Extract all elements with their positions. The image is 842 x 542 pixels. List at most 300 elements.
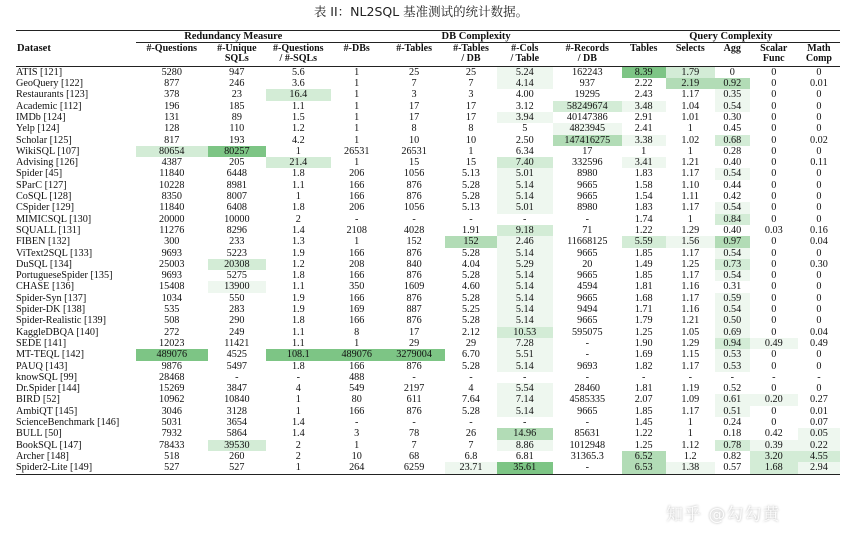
table-cell: 5.28 [462, 292, 480, 304]
table-cell: - [585, 349, 589, 361]
table-cell: 0 [771, 134, 777, 146]
table-cell: 0 [816, 270, 822, 282]
table-cell: 0 [816, 66, 822, 78]
dataset-name-cell: Spider [45] [16, 168, 63, 180]
table-cell: 488 [349, 371, 365, 383]
table-cell: 4.2 [291, 134, 305, 146]
table-cell: 1609 [403, 281, 425, 293]
watermark: 知乎 @勾勾黄 [666, 505, 781, 525]
table-cell: 1.56 [666, 236, 715, 247]
table-cell: 1.8 [291, 270, 305, 282]
table-cell: 1.17 [681, 405, 700, 417]
table-cell: 0 [771, 281, 777, 293]
table-cell: 350 [349, 281, 365, 293]
table-cell: 166 [349, 247, 365, 259]
table-cell: 0.78 [715, 440, 750, 451]
table-cell: 13900 [208, 281, 266, 292]
table-cell: 1.83 [634, 168, 653, 180]
table-cell: 1 [354, 439, 360, 451]
header-column-row [16, 43, 840, 67]
table-cell: 1.8 [291, 202, 305, 214]
table-cell: - [585, 417, 589, 429]
table-row [16, 383, 840, 394]
table-cell: 527 [164, 462, 180, 474]
table-cell: 16.4 [266, 89, 331, 100]
table-cell: - [235, 371, 239, 383]
table-cell: 947 [229, 66, 245, 78]
table-cell: 0.44 [723, 179, 742, 191]
table-cell: 0.42 [764, 428, 783, 440]
table-cell: 128 [164, 123, 180, 135]
table-cell: 1.19 [681, 383, 700, 395]
table-cell: 0.50 [715, 315, 750, 326]
table-cell: 1.16 [681, 304, 700, 316]
table-cell: 0.04 [810, 236, 828, 248]
table-cell: - [412, 417, 416, 429]
table-cell: 876 [406, 191, 422, 203]
table-cell: 3654 [226, 417, 247, 429]
table-cell: 78 [409, 428, 420, 440]
table-cell: 3046 [161, 405, 182, 417]
table-cell: 15 [409, 157, 420, 169]
table-cell: 1.1 [291, 100, 305, 112]
table-cell: 1.17 [681, 360, 700, 372]
table-row [16, 315, 840, 326]
table-cell: 2.50 [515, 134, 534, 146]
table-cell: 0.05 [798, 428, 840, 439]
table-cell: 1 [295, 405, 301, 417]
table-row [16, 394, 840, 405]
table-cell: 550 [229, 292, 245, 304]
table-cell: 1.29 [681, 337, 700, 349]
table-cell: - [817, 371, 821, 383]
dataset-name-cell: CSpider [129] [16, 202, 75, 214]
table-cell: 7 [411, 439, 417, 451]
table-cell: 5.13 [462, 168, 480, 180]
table-body [16, 66, 840, 474]
table-cell: 5.51 [497, 349, 553, 360]
table-cell: 1 [354, 123, 360, 135]
table-cell: 5.14 [497, 304, 553, 315]
table-cell: 1 [354, 66, 360, 78]
table-cell: 11840 [159, 168, 185, 180]
table-cell: 11840 [159, 202, 185, 214]
table-cell: 2.43 [634, 89, 653, 101]
table-cell: 5031 [161, 417, 182, 429]
column-header: #-Tables / DB [453, 43, 489, 65]
table-cell: 0 [771, 258, 777, 270]
table-cell: 0.04 [810, 326, 828, 338]
table-cell: 1 [295, 462, 301, 474]
table-cell: 8980 [577, 168, 598, 180]
dataset-name-cell: IMDb [124] [16, 112, 66, 123]
table-cell: 0.40 [723, 224, 742, 236]
table-cell: 15408 [159, 281, 185, 293]
column-header: #-Cols / Table [510, 43, 540, 65]
table-cell: 0 [816, 292, 822, 304]
table-cell: 0.01 [810, 78, 828, 90]
table-cell: 0.16 [810, 224, 828, 236]
table-cell: 5280 [161, 66, 182, 78]
table-cell: 0 [771, 270, 777, 282]
table-cell: 0 [729, 66, 735, 78]
table-cell: 0 [771, 202, 777, 214]
table-row [16, 462, 840, 474]
table-cell: 3.48 [622, 101, 666, 112]
table-cell: 0.30 [723, 112, 742, 123]
table-cell: 937 [579, 78, 595, 90]
table-cell: 1.17 [681, 168, 700, 180]
table-cell: 0.61 [715, 394, 750, 405]
table-cell: 378 [164, 89, 180, 101]
table-cell: 0.11 [810, 157, 828, 169]
table-cell: 5.14 [497, 191, 553, 202]
table-cell: 0.45 [723, 123, 742, 135]
table-cell: - [585, 462, 589, 474]
table-cell: 0.54 [715, 168, 750, 179]
table-cell: 1.85 [634, 247, 653, 259]
dataset-name-cell: Spider-DK [138] [16, 304, 86, 316]
table-cell: 0 [816, 123, 822, 135]
table-cell: 3 [468, 89, 474, 101]
table-cell: 5 [522, 123, 528, 135]
table-cell: 0 [816, 168, 822, 180]
table-cell: 0 [771, 100, 777, 112]
table-cell: 162243 [572, 66, 603, 78]
table-cell: 4823945 [553, 123, 622, 134]
table-cell: 1.4 [291, 428, 305, 440]
table-cell: 0.69 [715, 327, 750, 338]
table-cell: 9494 [577, 304, 598, 316]
table-cell: 0 [816, 100, 822, 112]
table-cell: 840 [406, 258, 422, 270]
table-cell: 0.24 [723, 417, 742, 429]
table-cell: 185 [229, 100, 245, 112]
table-cell: 1.1 [291, 179, 305, 191]
table-cell: 876 [406, 179, 422, 191]
table-cell: 9693 [161, 247, 182, 259]
table-cell: 1.01 [681, 112, 700, 123]
table-cell: 8.86 [497, 440, 553, 451]
table-cell: 6.34 [515, 145, 534, 157]
table-cell: 817 [164, 134, 180, 146]
table-cell: 1.71 [634, 304, 653, 316]
dataset-name-cell: Yelp [124] [16, 123, 60, 135]
table-cell: 1.90 [634, 337, 653, 349]
table-cell: 0 [771, 326, 777, 338]
table-cell: 249 [229, 326, 245, 338]
query-complexity-group-header: Query Complexity [622, 31, 840, 43]
table-cell: 1 [687, 428, 693, 440]
table-cell: 4028 [403, 224, 425, 236]
table-cell: 1.1 [291, 337, 305, 349]
table-cell: 6448 [226, 168, 247, 180]
table-cell: 0.54 [715, 248, 750, 259]
table-cell: 1.69 [634, 349, 653, 361]
table-cell: 1.68 [750, 462, 798, 474]
table-cell: 1 [687, 213, 693, 225]
table-cell: 1.81 [634, 281, 653, 293]
table-cell: 5.25 [462, 304, 480, 316]
table-cell: 205 [229, 157, 245, 169]
table-row [16, 304, 840, 315]
table-cell: 1 [354, 100, 360, 112]
table-cell: 6.53 [622, 462, 666, 474]
dataset-name-cell: AmbiQT [145] [16, 405, 78, 417]
header-group-row [16, 31, 840, 43]
table-cell: 290 [229, 315, 245, 327]
table-cell: 1.11 [681, 191, 699, 203]
dataset-name-cell: DuSQL [134] [16, 258, 72, 270]
table-row [16, 349, 840, 360]
table-cell: 4.60 [462, 281, 480, 293]
dataset-name-cell: SEDE [141] [16, 337, 67, 349]
table-cell: 0 [771, 383, 777, 395]
table-cell: 10 [465, 134, 477, 146]
table-cell: 40147386 [566, 112, 608, 123]
table-cell: 0 [816, 202, 822, 214]
dataset-name-cell: BIRD [52] [16, 394, 60, 406]
table-cell: 193 [229, 134, 245, 146]
table-cell: 166 [349, 179, 365, 191]
table-cell: 1.74 [634, 213, 653, 225]
table-cell: 17 [582, 145, 593, 157]
table-cell: 4525 [226, 349, 247, 361]
table-cell: 31365.3 [570, 450, 604, 462]
table-cell: 20 [582, 258, 593, 270]
dataset-name-cell: MT-TEQL [142] [16, 349, 84, 361]
table-cell: 2.12 [462, 326, 480, 338]
table-cell: 4.00 [515, 89, 534, 101]
table-cell: 0 [771, 78, 777, 90]
table-cell: 0.03 [764, 224, 783, 236]
table-cell: 0 [816, 247, 822, 259]
table-cell: 39530 [208, 440, 266, 451]
table-cell: 1.17 [681, 292, 700, 304]
table-cell: 877 [164, 78, 180, 90]
table-cell: 2.19 [666, 78, 715, 89]
table-cell: 5.28 [462, 315, 480, 327]
table-cell: 166 [349, 270, 365, 282]
table-cell: 5.13 [462, 202, 480, 214]
table-cell: 10962 [159, 394, 185, 406]
table-cell: 0 [771, 145, 777, 157]
table-cell: 7 [411, 78, 417, 90]
table-cell: 5.01 [497, 202, 553, 213]
table-cell: 4 [295, 383, 301, 395]
table-cell: 0.02 [810, 134, 828, 146]
table-cell: 5.14 [497, 180, 553, 191]
table-cell: 0.49 [810, 337, 828, 349]
table-cell: 1.9 [291, 247, 305, 259]
table-cell: 518 [164, 450, 180, 462]
table-cell: 0 [771, 89, 777, 101]
table-cell: 0 [771, 191, 777, 203]
table-cell: 166 [349, 292, 365, 304]
table-cell: 0.49 [750, 338, 798, 349]
dataset-name-cell: PortugueseSpider [135] [16, 270, 113, 282]
table-cell: 3 [354, 428, 360, 440]
table-cell: - [355, 417, 359, 429]
table-cell: 9665 [577, 315, 598, 327]
table-caption: 表 II：NL2SQL 基准测试的统计数据。 [313, 4, 529, 19]
table-cell: 0.54 [715, 202, 750, 213]
table-row [16, 202, 840, 213]
table-cell: 1.29 [681, 224, 700, 236]
dataset-name-cell: knowSQL [99] [16, 371, 78, 383]
table-cell: 5.28 [462, 405, 480, 417]
table-cell: 1.85 [634, 405, 653, 417]
table-cell: 5497 [226, 360, 247, 372]
statistics-table [16, 30, 840, 475]
column-header: #-DBs [343, 43, 370, 54]
table-row [16, 101, 840, 112]
table-cell: 876 [406, 292, 422, 304]
table-cell: 876 [406, 315, 422, 327]
table-cell: 0.30 [810, 258, 828, 270]
table-cell: 0.92 [715, 78, 750, 89]
table-cell: 1 [687, 123, 693, 135]
table-row [16, 406, 840, 417]
table-cell: 1.22 [634, 428, 653, 440]
table-cell: 21.4 [266, 157, 331, 168]
table-cell: 332596 [572, 157, 603, 169]
table-cell: 80 [351, 394, 362, 406]
table-cell: 0 [771, 247, 777, 259]
table-cell: 169 [349, 304, 365, 316]
table-cell: 283 [229, 304, 245, 316]
table-cell: 1056 [403, 168, 425, 180]
dataset-name-cell: Academic [112] [16, 100, 82, 112]
column-header: #-Records / DB [565, 43, 609, 65]
table-cell: 233 [229, 236, 245, 248]
table-cell: 0 [816, 281, 822, 293]
dataset-name-cell: Spider-Realistic [139] [16, 315, 107, 327]
table-header [16, 31, 840, 67]
table-cell: 1.15 [681, 349, 700, 361]
table-cell: - [730, 371, 734, 383]
table-cell: 8 [468, 123, 474, 135]
table-cell: 0.53 [715, 361, 750, 372]
table-row [16, 123, 840, 134]
table-cell: 0.57 [723, 462, 742, 474]
table-cell: 26531 [343, 145, 370, 157]
table-cell: 1.38 [666, 462, 715, 474]
table-cell: 108.1 [266, 349, 331, 360]
table-cell: 1.09 [681, 394, 700, 406]
table-cell: 0.40 [723, 157, 742, 169]
table-cell: 1.45 [634, 417, 653, 429]
table-cell: 0 [816, 89, 822, 101]
table-cell: 5.14 [497, 281, 553, 292]
table-cell: 1034 [161, 292, 182, 304]
table-cell: 0.01 [810, 405, 828, 417]
table-cell: 2108 [346, 224, 367, 236]
table-cell: 5.28 [462, 270, 480, 282]
table-cell: 19295 [574, 89, 601, 101]
table-cell: 11668125 [567, 236, 608, 248]
table-cell: 0 [771, 236, 777, 248]
table-cell: 0 [816, 112, 822, 123]
table-cell: 1.3 [291, 236, 305, 248]
table-cell: 25003 [159, 258, 185, 270]
table-cell: 1 [687, 145, 693, 157]
table-cell: 26531 [401, 145, 427, 157]
table-cell: - [469, 371, 473, 383]
table-cell: 9665 [577, 191, 598, 203]
table-cell: 1 [354, 134, 360, 146]
table-cell: 1 [295, 394, 301, 406]
table-cell: 5275 [226, 270, 247, 282]
table-cell: 9.18 [497, 225, 553, 236]
table-cell: 28460 [574, 383, 601, 395]
dataset-name-cell: Dr.Spider [144] [16, 383, 80, 395]
table-cell: 1.91 [462, 224, 480, 236]
table-cell: 5.28 [462, 179, 480, 191]
table-cell: 8350 [161, 191, 182, 203]
dataset-name-cell: SQUALL [131] [16, 224, 81, 236]
column-header: Tables [629, 43, 658, 54]
table-cell: 1.8 [291, 360, 305, 372]
table-cell: 0 [816, 179, 822, 191]
table-cell: 1.54 [634, 191, 653, 203]
table-row [16, 236, 840, 247]
table-cell: 10 [409, 134, 420, 146]
table-row [16, 146, 840, 157]
table-cell: 4.04 [462, 258, 480, 270]
column-header: #-Questions [146, 43, 198, 54]
table-cell: 58249674 [553, 101, 622, 112]
table-cell: 489076 [136, 349, 208, 360]
table-cell: 9876 [161, 360, 182, 372]
dataset-column-header: Dataset [17, 42, 51, 54]
dataset-name-cell: Scholar [125] [16, 134, 72, 146]
dataset-name-cell: Archer [148] [16, 450, 69, 462]
table-cell: 1.68 [634, 292, 653, 304]
table-cell: 0.07 [810, 417, 828, 429]
table-cell: 9665 [577, 292, 598, 304]
table-cell: 246 [229, 78, 245, 90]
table-cell: 26 [465, 428, 477, 440]
table-cell: 5.14 [497, 406, 553, 417]
redundancy-group-header: Redundancy Measure [136, 31, 331, 43]
table-cell: 0 [816, 360, 822, 372]
table-cell: 15269 [159, 383, 185, 395]
table-cell: 0 [816, 191, 822, 203]
table-cell: 5.29 [497, 259, 553, 270]
table-cell: 1.82 [634, 360, 653, 372]
dataset-name-cell: ScienceBenchmark [146] [16, 417, 120, 429]
table-cell: 1.85 [634, 270, 653, 282]
table-row [16, 361, 840, 372]
dataset-name-cell: BULL [50] [16, 428, 62, 440]
table-cell: 5.14 [497, 248, 553, 259]
table-cell: - [523, 417, 527, 429]
table-cell: 549 [349, 383, 365, 395]
table-cell: 1 [354, 337, 360, 349]
table-cell: 0.28 [723, 145, 742, 157]
table-cell: 2197 [403, 383, 425, 395]
table-cell: 2.07 [634, 394, 653, 406]
table-cell: 0.31 [723, 281, 742, 293]
table-cell: - [296, 371, 300, 383]
table-cell: 1 [295, 145, 301, 157]
table-cell: 8007 [226, 191, 247, 203]
table-cell: 206 [349, 202, 365, 214]
table-cell: 4.14 [497, 78, 553, 89]
column-header: Scalar Func [760, 43, 788, 65]
table-cell: 7 [468, 439, 474, 451]
